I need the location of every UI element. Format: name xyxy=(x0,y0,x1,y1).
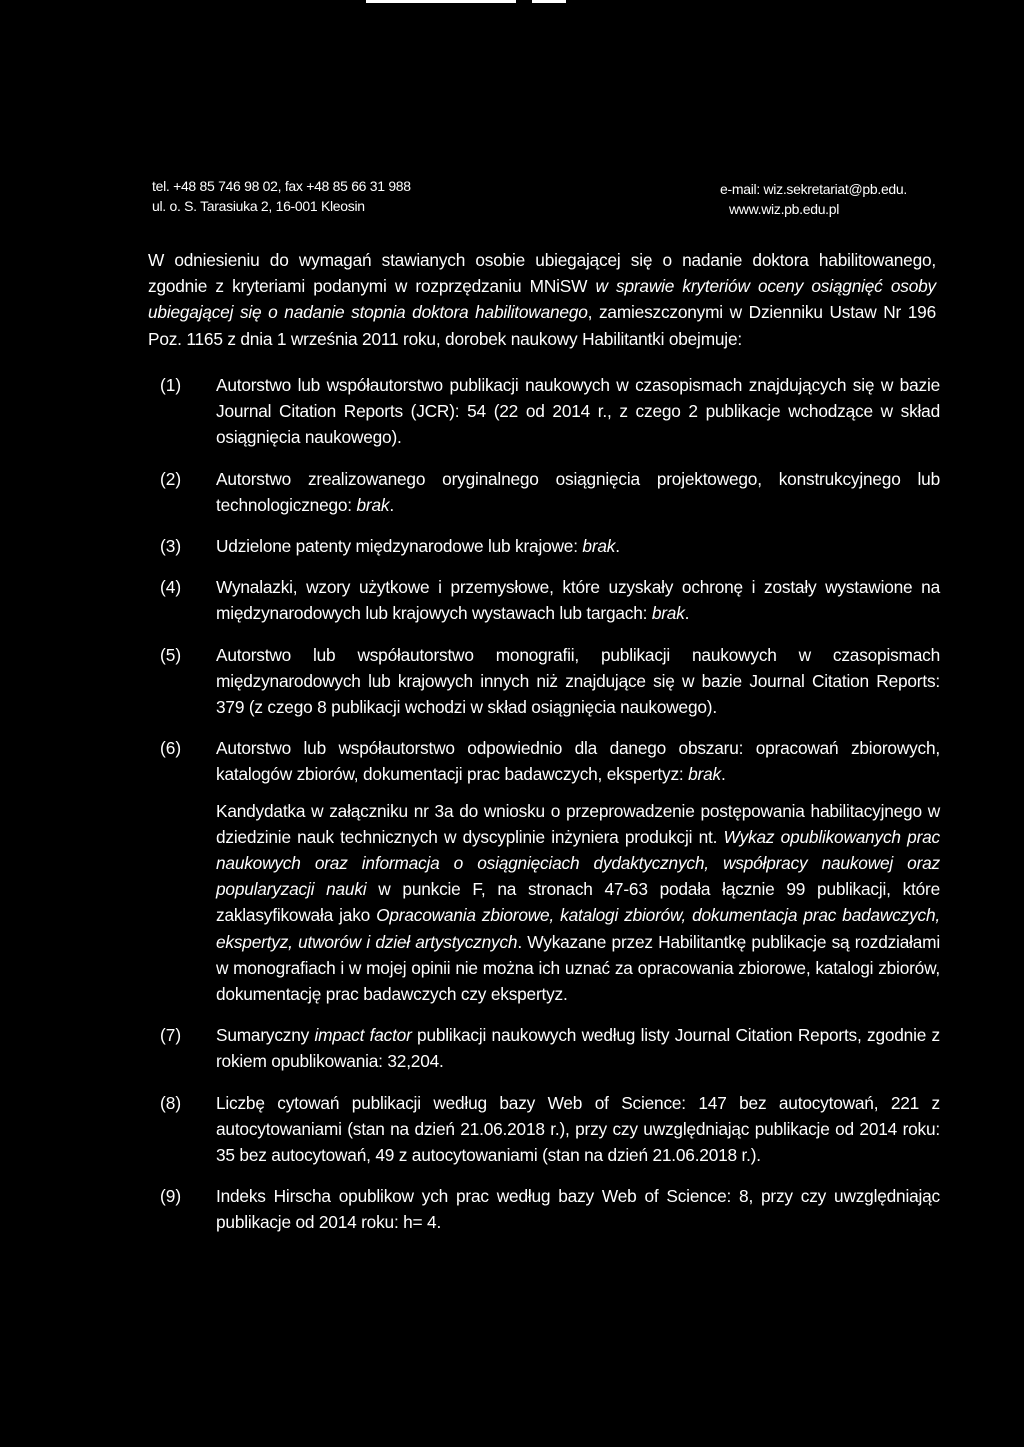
item-number: (6) xyxy=(160,738,182,759)
top-edge-mark xyxy=(366,0,516,3)
contact-online xyxy=(720,179,907,219)
list-item xyxy=(160,372,940,451)
item-text: Sumaryczny impact factor publikacji naukowych według listy Journal Citation Reports, zgodnie z rokiem opublikowania: 32,204. xyxy=(216,1025,940,1072)
item-text: Udzielone patenty międzynarodowe lub krajowe: brak. xyxy=(216,536,620,557)
list-item xyxy=(160,574,940,626)
list-item xyxy=(160,1090,940,1169)
list-item xyxy=(160,735,940,1007)
email-address: e-mail: wiz.sekretariat@pb.edu. xyxy=(720,181,907,197)
item-number: (7) xyxy=(160,1025,182,1046)
item-text: Autorstwo lub współautorstwo odpowiednio dla danego obszaru: opracowań zbiorowych, katalogów zbiorów, dokumentacji prac badawczych, ekspertyz: brak. xyxy=(216,738,940,785)
phone-fax: tel. +48 85 746 98 02, fax +48 85 66 31 988 xyxy=(152,178,411,194)
list-item xyxy=(160,1183,940,1235)
list-item xyxy=(160,533,940,559)
item-text: Liczbę cytowań publikacji według bazy Web of Science: 147 bez autocytowań, 221 z autocytowaniami (stan na dzień 21.06.2018 r.), przy czy uwzględniając publikacje od 2014 roku: 35 bez autocytowań, 49 z autocytowaniami (stan na dzień 21.06.2018 r.). xyxy=(216,1092,940,1166)
item-commentary: Kandydatka w załączniku nr 3a do wniosku o przeprowadzenie postępowania habilitacyjnego w dziedzinie nauk technicznych w dyscyplinie inżyniera produkcji nt. Wykaz opublikowanych prac naukowych oraz informacja o osiągnięciach dydaktycznych, współpracy naukowej oraz popularyzacji nauki w punkcie F, na stronach 47-63 podała łącznie 99 publikacji, które zaklasyfikowała jako Opracowania zbiorowe, katalogi zbiorów, dokumentacja prac badawczych, ekspertyz, utworów i dzieł artystycznych. Wykazane przez Habilitantkę publikacje są rozdziałami w monografiach i w mojej opinii nie można ich uznać za opracowania zbiorowe, katalogi zbiorów, dokumentację prac badawczych czy ekspertyz. xyxy=(216,800,940,1005)
contact-address xyxy=(152,176,411,216)
intro-paragraph: W odniesieniu do wymagań stawianych osobie ubiegającej się o nadanie doktora habilitowanego, zgodnie z kryteriami podanymi w rozprzędzaniu MNiSW w sprawie kryteriów oceny osiągnięć osoby ubiegającej się o nadanie stopnia doktora habilitowanego, zamieszczonymi w Dzienniku Ustaw Nr 196 Poz. 1165 z dnia 1 września 2011 roku, dorobek naukowy Habilitantki obejmuje: xyxy=(148,250,936,349)
item-number: (4) xyxy=(160,577,182,598)
postal-address: ul. o. S. Tarasiuka 2, 16-001 Kleosin xyxy=(152,198,365,214)
website-address: www.wiz.pb.edu.pl xyxy=(729,201,840,217)
item-number: (1) xyxy=(160,375,182,395)
item-number: (3) xyxy=(160,536,182,557)
item-number: (2) xyxy=(160,468,182,489)
list-item xyxy=(160,466,940,518)
item-text: Autorstwo lub współautorstwo monografii, publikacji naukowych w czasopismach międzynarodowych lub krajowych innych niż znajdujące się w bazie Journal Citation Reports: 379 (z czego 8 publikacji wchodzi w skład osiągnięcia naukowego). xyxy=(216,644,940,718)
item-text: Autorstwo lub współautorstwo publikacji naukowych w czasopismach znajdujących się w bazie Journal Citation Reports (JCR): 54 (22 od 2014 r., z czego 2 publikacje wchodzące w skład osiągnięcia naukowego). xyxy=(216,375,940,448)
item-number: (5) xyxy=(160,644,182,665)
item-text: Autorstwo zrealizowanego oryginalnego osiągnięcia projektowego, konstrukcyjnego lub technologicznego: brak. xyxy=(216,468,940,515)
item-number: (9) xyxy=(160,1186,182,1207)
top-edge-mark xyxy=(532,0,566,3)
list-item xyxy=(160,1022,940,1074)
list-item xyxy=(160,642,940,721)
achievements-list xyxy=(160,372,940,1251)
item-number: (8) xyxy=(160,1092,182,1113)
item-text: Wynalazki, wzory użytkowe i przemysłowe, które uzyskały ochronę i zostały wystawione na międzynarodowych lub krajowych wystawach lub targach: brak. xyxy=(216,577,940,624)
item-text: Indeks Hirscha opublikow ych prac według bazy Web of Science: 8, przy czy uwzględniając publikacje od 2014 roku: h= 4. xyxy=(216,1186,940,1233)
